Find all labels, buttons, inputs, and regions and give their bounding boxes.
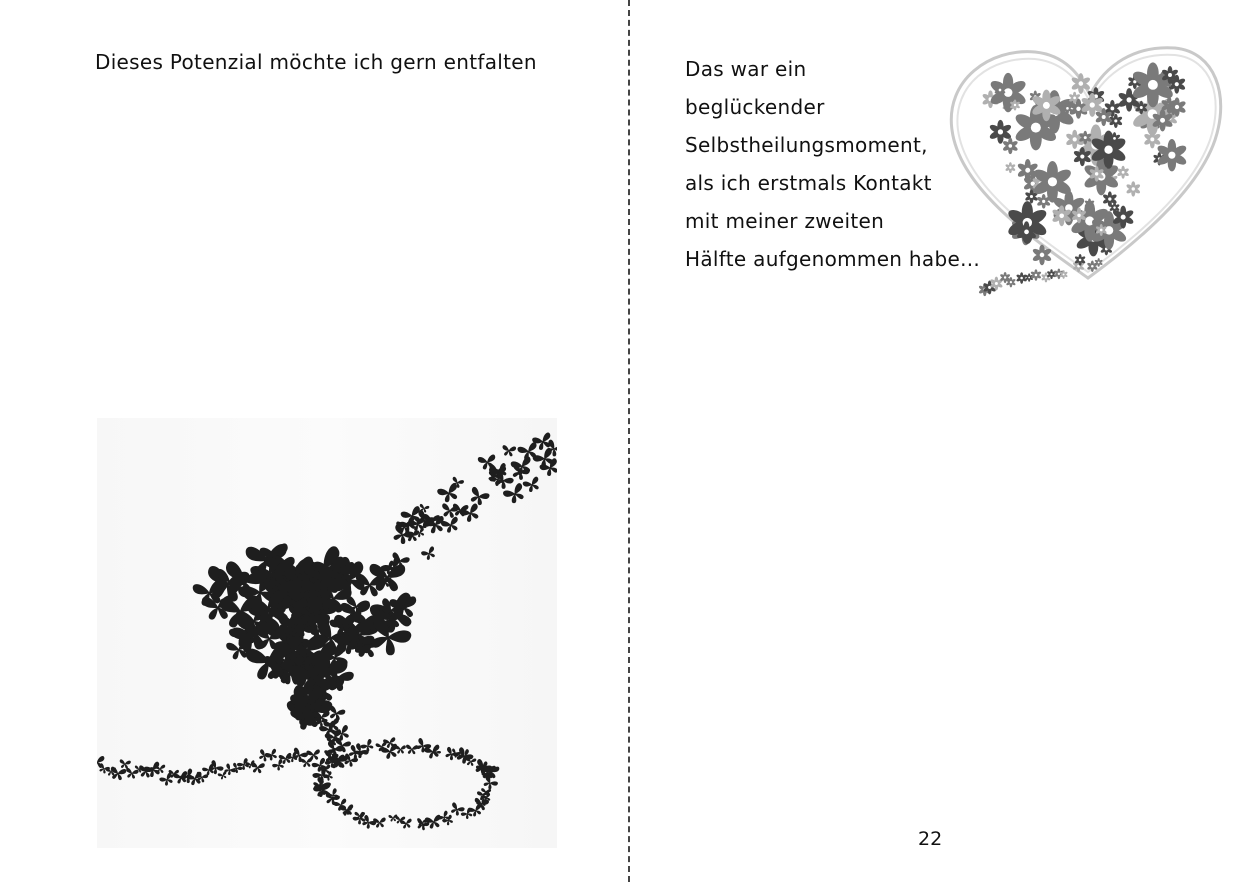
butterfly-shape (467, 486, 490, 507)
butterfly-shape (501, 445, 516, 457)
butterfly-shape (119, 759, 131, 769)
butterfly-shape (217, 771, 228, 780)
right-page (630, 0, 1250, 882)
butterfly-shape (502, 482, 528, 506)
butterfly-shape (425, 814, 443, 829)
butterfly-shape (125, 768, 139, 780)
butterfly-shape (522, 476, 542, 494)
butterfly-shape (459, 503, 483, 524)
butterfly-shape (395, 745, 406, 753)
poem-line: Selbstheilungsmoment, (685, 133, 928, 157)
page-heading: Dieses Potenzial möchte ich gern entfalten (95, 50, 537, 74)
poem-line: mit meiner zweiten (685, 209, 885, 233)
butterfly-shape (143, 761, 163, 779)
poem-line: Hälfte aufgenommen habe... (685, 247, 981, 271)
poem-text (685, 50, 980, 278)
butterfly-shape (421, 546, 438, 562)
poem-line: beglückender (685, 95, 825, 119)
butterfly-shape (250, 762, 265, 774)
butterfly-shape (264, 748, 279, 762)
flower-shape (1016, 272, 1028, 284)
butterfly-shape (406, 745, 419, 755)
poem-line: Das war ein (685, 57, 807, 81)
butterfly-heart-icon (97, 418, 557, 848)
page-number: 22 (918, 828, 943, 850)
flower-heart-icon (940, 40, 1230, 305)
poem-line: als ich erstmals Kontakt (685, 171, 932, 195)
